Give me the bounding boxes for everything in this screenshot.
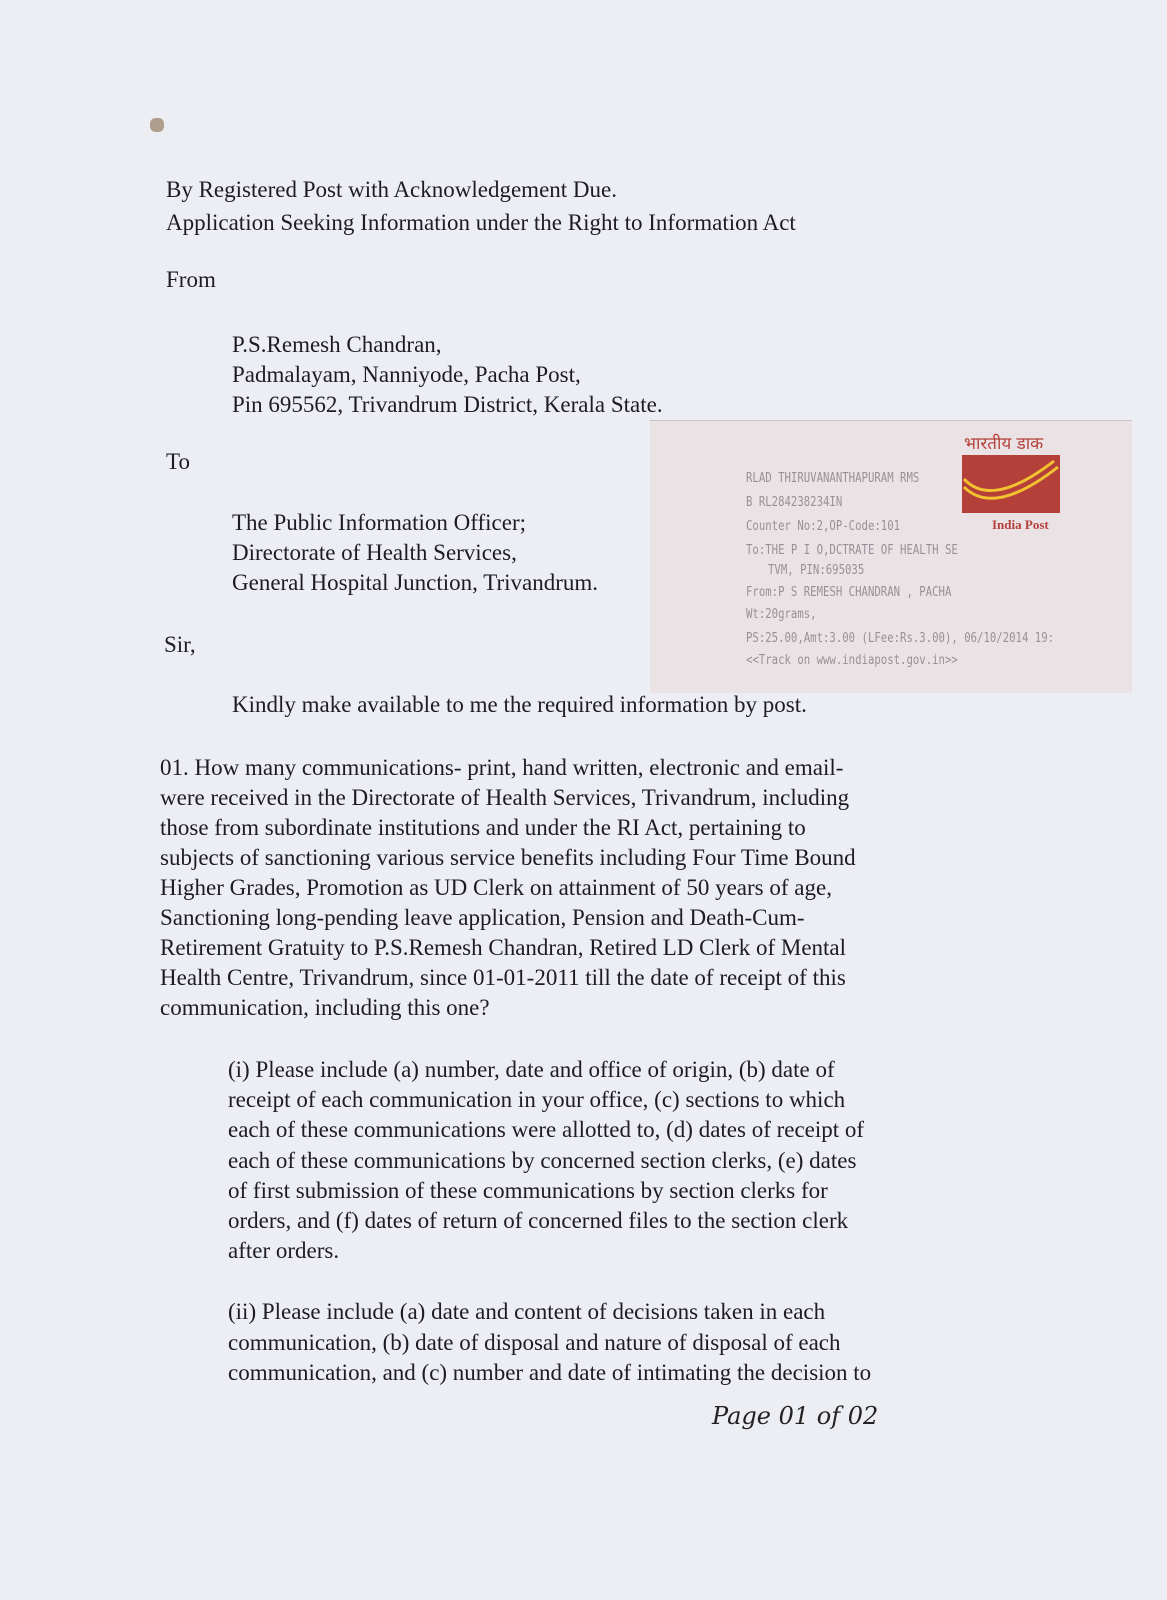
receipt-line: PS:25.00,Amt:3.00 (LFee:Rs.3.00), 06/10/2014 19: [746, 631, 1055, 646]
svg-text:India Post: India Post [992, 517, 1049, 532]
receipt-line: Wt:20grams, [746, 607, 817, 622]
recipient-address-line: Directorate of Health Services, [232, 540, 517, 565]
svg-text:भारतीय डाक: भारतीय डाक [964, 434, 1044, 454]
question-01-line: those from subordinate institutions and under the RI Act, pertaining to [160, 815, 806, 840]
question-01-line: Retirement Gratuity to P.S.Remesh Chandran, Retired LD Clerk of Mental [160, 935, 847, 960]
salutation: Sir, [164, 632, 196, 657]
header-line: By Registered Post with Acknowledgement Due. [166, 177, 617, 202]
sender-address-line: P.S.Remesh Chandran, [232, 332, 442, 357]
question-01-line: Higher Grades, Promotion as UD Clerk on attainment of 50 years of age, [160, 875, 832, 900]
question-01-line: 01. How many communications- print, hand written, electronic and email- [160, 755, 844, 780]
receipt-line: B RL284238234IN [746, 495, 843, 510]
question-01-ii-line: communication, and (c) number and date of intimating the decision to [228, 1360, 872, 1385]
receipt-line: Counter No:2,OP-Code:101 [746, 519, 901, 534]
question-01-line: communication, including this one? [160, 995, 490, 1020]
india-post-logo [962, 429, 1062, 534]
header-line: Application Seeking Information under the Right to Information Act [166, 210, 796, 235]
question-01-i-line: (i) Please include (a) number, date and office of origin, (b) date of [228, 1057, 835, 1082]
recipient-address-line: The Public Information Officer; [232, 510, 527, 535]
page-number-handwritten: Page 01 of 02 [712, 1402, 879, 1430]
recipient-address-line: General Hospital Junction, Trivandrum. [232, 570, 599, 595]
question-01-line: subjects of sanctioning various service benefits including Four Time Bound [160, 845, 856, 870]
receipt-line: From:P S REMESH CHANDRAN , PACHA [746, 585, 952, 600]
from-label: From [166, 267, 216, 292]
postal-receipt [650, 420, 1132, 693]
question-01-i-line: of first submission of these communications by section clerks for [228, 1177, 828, 1203]
sender-address-line: Padmalayam, Nanniyode, Pacha Post, [232, 362, 581, 387]
receipt-line: RLAD THIRUVANANTHAPURAM RMS [746, 471, 920, 486]
question-01-i-line: after orders. [228, 1238, 340, 1264]
question-01-line: Health Centre, Trivandrum, since 01-01-2011 till the date of receipt of this [160, 965, 846, 990]
receipt-line: To:THE P I O,DCTRATE OF HEALTH SE [746, 543, 958, 558]
stain-mark [150, 118, 164, 132]
receipt-line: <<Track on www.indiapost.gov.in>> [746, 653, 958, 668]
question-01-i-line: orders, and (f) dates of return of concerned files to the section clerk [228, 1208, 849, 1233]
question-01-i-line: receipt of each communication in your office, (c) sections to which [228, 1087, 846, 1113]
question-01-line: Sanctioning long-pending leave application, Pension and Death-Cum- [160, 905, 805, 930]
question-01-ii-line: (ii) Please include (a) date and content of decisions taken in each [228, 1299, 826, 1324]
intro-paragraph: Kindly make available to me the required information by post. [232, 692, 807, 717]
receipt-line: TVM, PIN:695035 [768, 563, 865, 578]
sender-address-line: Pin 695562, Trivandrum District, Kerala State. [232, 392, 663, 417]
question-01-i-line: each of these communications were allotted to, (d) dates of receipt of [228, 1117, 865, 1143]
question-01-line: were received in the Directorate of Health Services, Trivandrum, including [160, 785, 850, 810]
question-01-ii-line: communication, (b) date of disposal and nature of disposal of each [228, 1329, 841, 1355]
to-label: To [166, 449, 190, 474]
question-01-i-line: each of these communications by concerned section clerks, (e) dates [228, 1147, 857, 1173]
